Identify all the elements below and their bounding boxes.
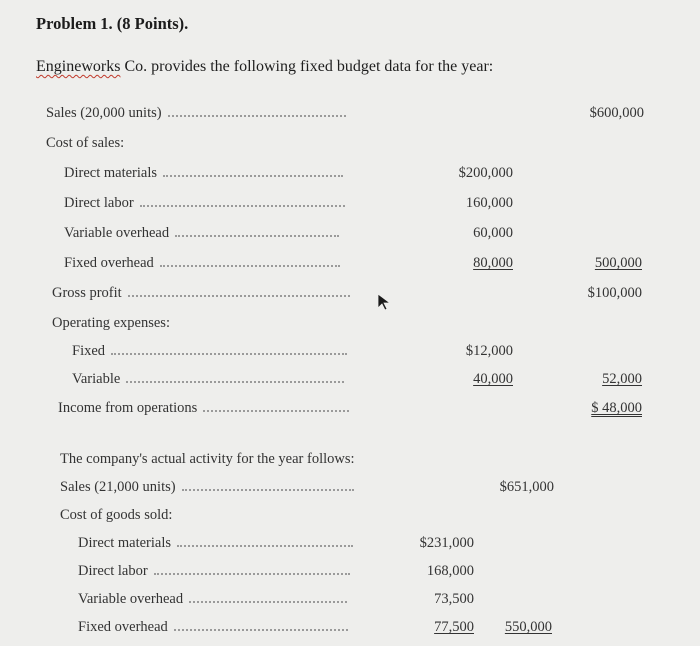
actual-intro: The company's actual activity for the year follows: <box>60 451 355 467</box>
budget-gross-profit: $100,000 <box>587 285 642 301</box>
problem-title: Problem 1. (8 Points). <box>36 14 189 33</box>
budget-fixed-expense-row <box>72 343 347 360</box>
budget-sales-total: $600,000 <box>589 105 644 121</box>
budget-cost-of-sales-total: 500,000 <box>594 255 642 271</box>
budget-variable-overhead: 60,000 <box>473 225 513 241</box>
actual-direct-labor-label: Direct labor <box>78 563 148 579</box>
budget-direct-materials: $200,000 <box>458 165 513 181</box>
actual-sales-total: $651,000 <box>499 479 554 495</box>
budget-gross-profit-row <box>52 285 350 302</box>
actual-variable-overhead-label: Variable overhead <box>78 591 184 607</box>
leader-dots <box>182 487 354 491</box>
actual-sales-row <box>60 479 354 496</box>
actual-direct-materials-row <box>78 535 353 552</box>
budget-variable-overhead-row <box>64 225 339 242</box>
budget-operating-total: 52,000 <box>602 371 642 387</box>
budget-cost-of-sales-heading: Cost of sales: <box>46 135 125 151</box>
actual-fixed-overhead-row <box>78 619 348 636</box>
leader-dots <box>189 599 347 603</box>
actual-direct-materials-label: Direct materials <box>78 535 171 551</box>
leader-dots <box>175 233 339 237</box>
actual-variable-overhead: 73,500 <box>434 591 474 607</box>
budget-direct-labor-label: Direct labor <box>64 195 134 211</box>
budget-fixed-overhead: 80,000 <box>473 255 513 271</box>
actual-fixed-overhead-label: Fixed overhead <box>78 619 168 635</box>
intro-text <box>36 58 493 76</box>
budget-income-label: Income from operations <box>58 400 198 416</box>
budget-variable-overhead-label: Variable overhead <box>64 225 170 241</box>
budget-variable-expense: 40,000 <box>473 371 513 387</box>
intro-rest: Co. provides the following fixed budget data for the year: <box>120 58 494 75</box>
budget-gross-profit-label: Gross profit <box>52 285 122 301</box>
mouse-pointer-icon <box>377 293 391 311</box>
actual-cogs-heading: Cost of goods sold: <box>60 507 173 523</box>
budget-direct-labor: 160,000 <box>465 195 513 211</box>
leader-dots <box>160 263 340 267</box>
actual-fixed-overhead: 77,500 <box>434 619 474 635</box>
budget-sales-row <box>46 105 346 122</box>
budget-direct-materials-row <box>64 165 343 182</box>
actual-cogs-total: 550,000 <box>504 619 552 635</box>
company-name: Engineworks <box>36 58 121 75</box>
leader-dots <box>203 408 349 412</box>
budget-variable-expense-label: Variable <box>72 371 121 387</box>
actual-direct-labor: 168,000 <box>426 563 474 579</box>
budget-sales-label: Sales (20,000 units) <box>46 105 162 121</box>
budget-fixed-overhead-label: Fixed overhead <box>64 255 154 271</box>
budget-fixed-expense-label: Fixed <box>72 343 106 359</box>
actual-direct-materials: $231,000 <box>419 535 474 551</box>
leader-dots <box>126 379 344 383</box>
leader-dots <box>177 543 353 547</box>
budget-income: $ 48,000 <box>591 400 642 416</box>
leader-dots <box>111 351 347 355</box>
leader-dots <box>140 203 345 207</box>
actual-sales-label: Sales (21,000 units) <box>60 479 176 495</box>
budget-income-row <box>58 400 349 417</box>
budget-direct-labor-row <box>64 195 345 212</box>
budget-operating-expenses-heading: Operating expenses: <box>52 315 170 331</box>
actual-direct-labor-row <box>78 563 350 580</box>
leader-dots <box>168 113 346 117</box>
budget-fixed-overhead-row <box>64 255 340 272</box>
leader-dots <box>174 627 348 631</box>
budget-fixed-expense: $12,000 <box>465 343 513 359</box>
leader-dots <box>154 571 350 575</box>
budget-variable-expense-row <box>72 371 344 388</box>
leader-dots <box>128 293 350 297</box>
budget-direct-materials-label: Direct materials <box>64 165 157 181</box>
leader-dots <box>163 173 343 177</box>
actual-variable-overhead-row <box>78 591 347 608</box>
